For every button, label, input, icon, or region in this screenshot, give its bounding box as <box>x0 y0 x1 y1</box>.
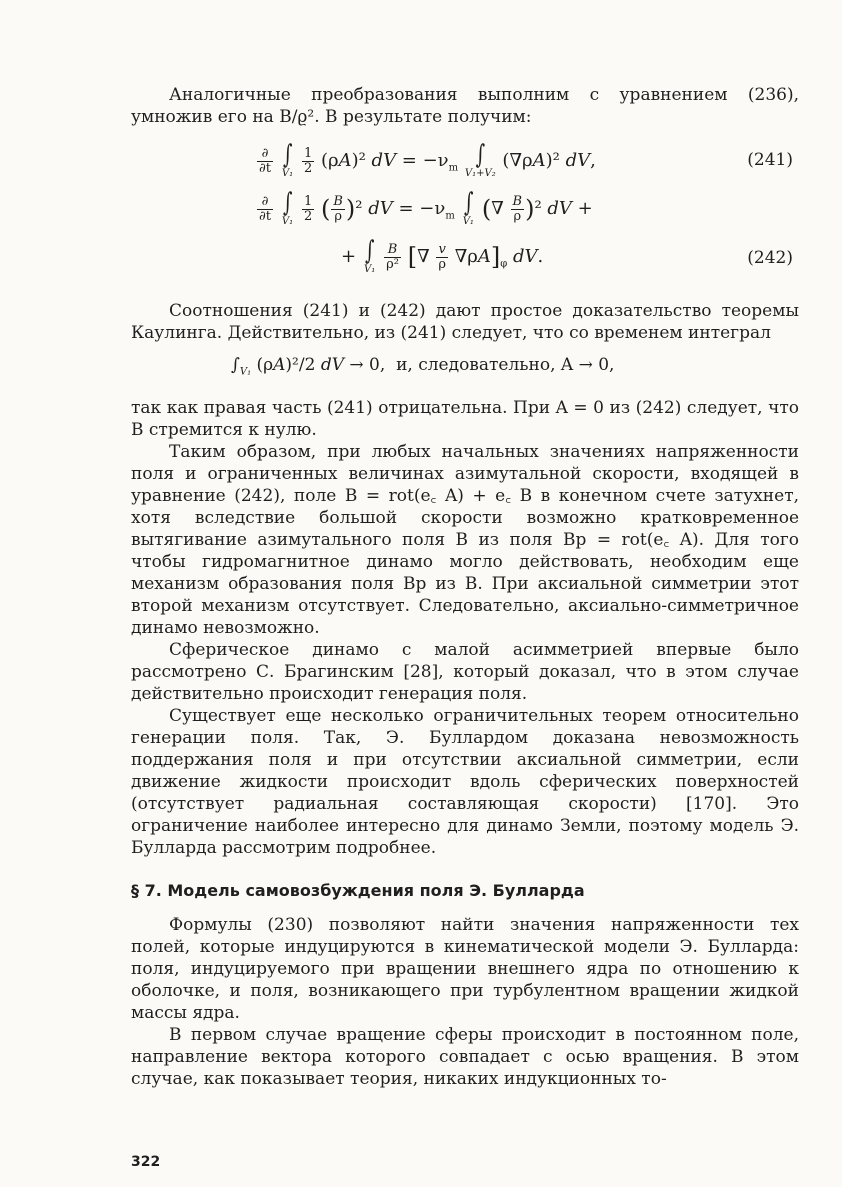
paragraph-bullard-theorems: Существует еще несколько ограничительных теорем относительно генерации поля. Так, Э. Буллардом доказана невозможность поддержания поля и при отсутствии аксиальной симметрии, если движение жидкости происходит вдоль сферических поверхностей (отсутствует радиальная составляющая скорости) [170]. Это ограничение наиболее интересно для динамо Земли, поэтому модель Э. Булларда рассмотрим подробнее. <box>131 706 799 859</box>
equation-241-body: $\frac{\partial}{\partial t}$ ∫ V₁ $\frac{1}{2}$ (ρA)² dV = $-\nu_m$ ∫ V₁+V₂ (∇ρA)² dV, <box>259 140 596 179</box>
paragraph-kowling: Соотношения (241) и (242) дают простое доказательство теоремы Каулинга. Действительно, из (241) следует, что со временем интеграл <box>131 301 799 343</box>
inline-integral-formula: $\int_{V_1}$ (ρA)²/2 dV → 0, и, следовательно, A → 0, <box>231 355 615 378</box>
intro-paragraph: Аналогичные преобразования выполним с уравнением (236), умножив его на B/ϱ². В результате получим: <box>131 85 799 127</box>
inline-integral-tail: и, следовательно, A → 0, <box>396 355 615 375</box>
paragraph-braginsky: Сферическое динамо с малой асимметрией впервые было рассмотрено С. Брагинским [28], который доказал, что в этом случае действительно происходит генерация поля. <box>131 640 799 705</box>
equation-241-number: (241) <box>747 150 793 170</box>
equation-241 <box>131 142 799 186</box>
page-number: 322 <box>131 1154 161 1170</box>
equation-242-line2-body: + ∫ V₁ $\frac{B}{\text{ρ²}}$ [∇ $\frac{v}{\rho}$ $\nabla\rho A]_\varphi$ dV. <box>341 236 544 275</box>
equation-242-line1 <box>131 190 799 234</box>
paragraph-formulas-230: Формулы (230) позволяют найти значения напряженности тех полей, которые индуцируются в кинематической модели Э. Булларда: поля, индуцируемого при вращении внешнего ядра по отношению к оболочке, и поля, возникающего при турбулентном вращении жидкой массы ядра. <box>131 915 799 1024</box>
equation-242-line1-body: $\frac{\partial}{\partial t}$ ∫ V₁ $\frac{1}{2}$ ( $\frac{B}{\rho}$ )² dV = $-\nu_m$ ∫ V₁ (∇ $\frac{B}{\rho}$ )² dV + <box>259 188 593 227</box>
paragraph-negative: так как правая часть (241) отрицательна. При A = 0 из (242) следует, что B стремится к нулю. <box>131 398 799 441</box>
paragraph-first-case: В первом случае вращение сферы происходит в постоянном поле, направление вектора которого совпадает с осью вращения. В этом случае, как показывает теория, никаких индукционных то- <box>131 1025 799 1090</box>
section-heading: § 7. Модель самовозбуждения поля Э. Булларда <box>131 881 585 901</box>
equation-242-number: (242) <box>747 248 793 268</box>
equation-242-line2 <box>131 238 799 282</box>
page-content <box>131 84 799 1090</box>
paragraph-field-decay: Таким образом, при любых начальных значениях напряженности поля и ограниченных величинах азимутальной скорости, входящей в уравнение (242), поле B = rot(e꜀ A) + e꜀ B в конечном счете затухнет, хотя вследствие большой скорости возможно кратковременное вытягивание азимутального поля B из поля Bp = rot(e꜀ A). Для того чтобы гидромагнитное динамо могло действовать, необходим еще механизм образования поля Bp из B. При аксиальной симметрии этот второй механизм отсутствует. Следовательно, аксиально-симметричное динамо невозможно. <box>131 442 799 639</box>
